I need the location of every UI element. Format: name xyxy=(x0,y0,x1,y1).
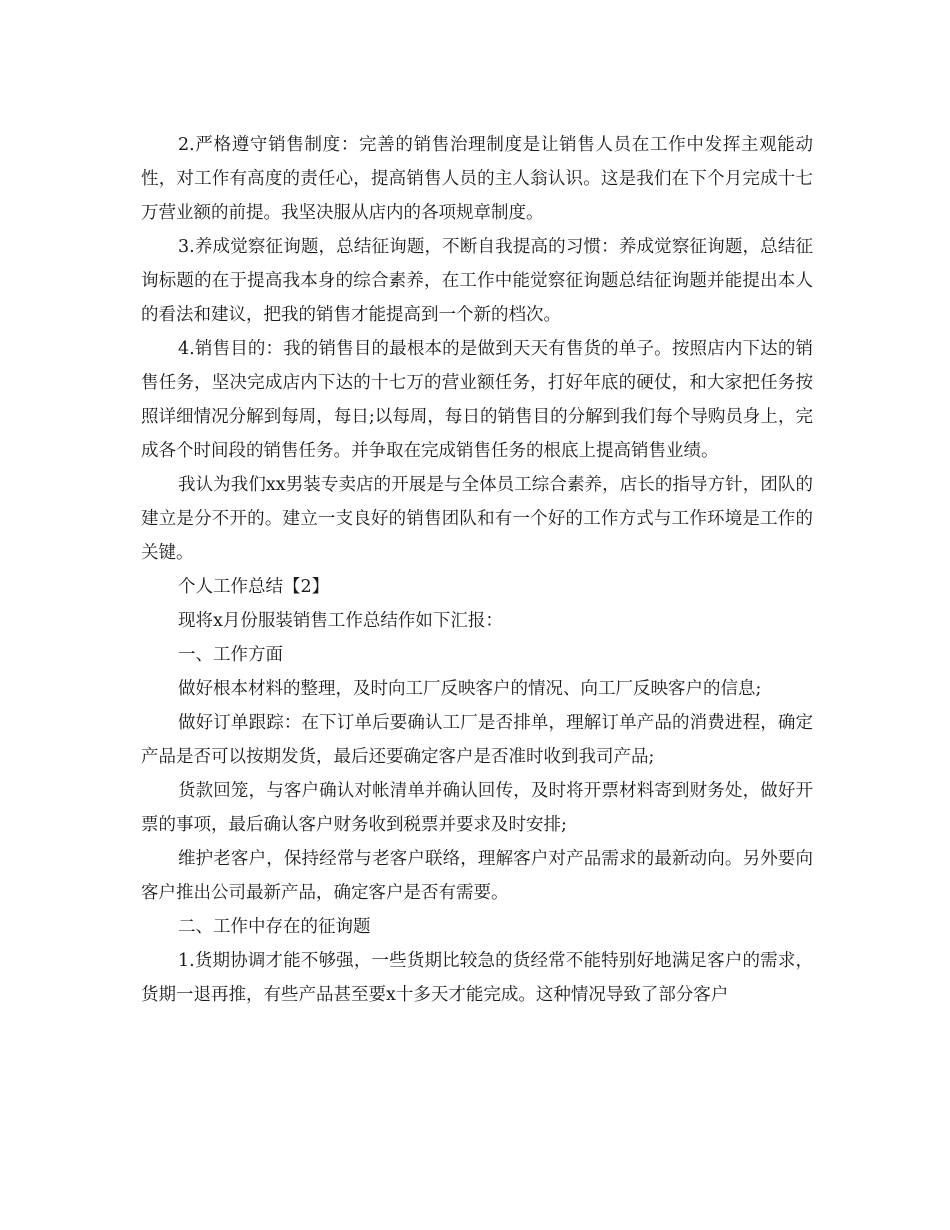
paragraph-customers: 维护老客户，保持经常与老客户联络，理解客户对产品需求的最新动向。另外要向客户推出公司最新产品，确定客户是否有需要。 xyxy=(141,849,813,903)
section-heading-summary-2: 个人工作总结【2】 xyxy=(178,577,330,597)
paragraph-materials: 做好根本材料的整理，及时向工厂反映客户的情况、向工厂反映客户的信息; xyxy=(178,679,762,699)
paragraph-sales-rules: 2.严格遵守销售制度：完善的销售治理制度是让销售人员在工作中发挥主观能动性，对工作有高度的责任心，提高销售人员的主人翁认识。这是我们在下个月完成十七万营业额的前提。我坚决服从店内的各项规章制度。 xyxy=(141,135,813,223)
paragraph-team: 我认为我们xx男装专卖店的开展是与全体员工综合素养，店长的指导方针，团队的建立是分不开的。建立一支良好的销售团队和有一个好的工作方式与工作环境是工作的关键。 xyxy=(141,475,813,563)
paragraph-report-intro: 现将x月份服装销售工作总结作如下汇报： xyxy=(178,611,503,631)
paragraph-habits: 3.养成觉察征询题，总结征询题，不断自我提高的习惯：养成觉察征询题，总结征询标题的在于提高我本身的综合素养，在工作中能觉察征询题总结征询题并能提出本人的看法和建议，把我的销售才能提高到一个新的档次。 xyxy=(141,237,813,325)
paragraph-sales-goal: 4.销售目的：我的销售目的最根本的是做到天天有售货的单子。按照店内下达的销售任务，坚决完成店内下达的十七万的营业额任务，打好年底的硬仗，和大家把任务按照详细情况分解到每周，每日;以每周，每日的销售目的分解到我们每个导购员身上，完成各个时间段的销售任务。并争取在完成销售任务的根底上提高销售业绩。 xyxy=(141,339,813,461)
paragraph-delivery-problem: 1.货期协调才能不够强，一些货期比较急的货经常不能特别好地满足客户的需求，货期一退再推，有些产品甚至要x十多天才能完成。这种情况导致了部分客户 xyxy=(141,951,813,1005)
paragraph-order-tracking: 做好订单跟踪：在下订单后要确认工厂是否排单，理解订单产品的消费进程，确定产品是否可以按期发货，最后还要确定客户是否准时收到我司产品; xyxy=(141,713,813,767)
document-body xyxy=(141,128,813,1012)
section-heading-problems: 二、工作中存在的征询题 xyxy=(178,917,371,937)
section-heading-work: 一、工作方面 xyxy=(178,645,283,665)
paragraph-payment: 货款回笼，与客户确认对帐清单并确认回传，及时将开票材料寄到财务处，做好开票的事项，最后确认客户财务收到税票并要求及时安排; xyxy=(141,781,813,835)
